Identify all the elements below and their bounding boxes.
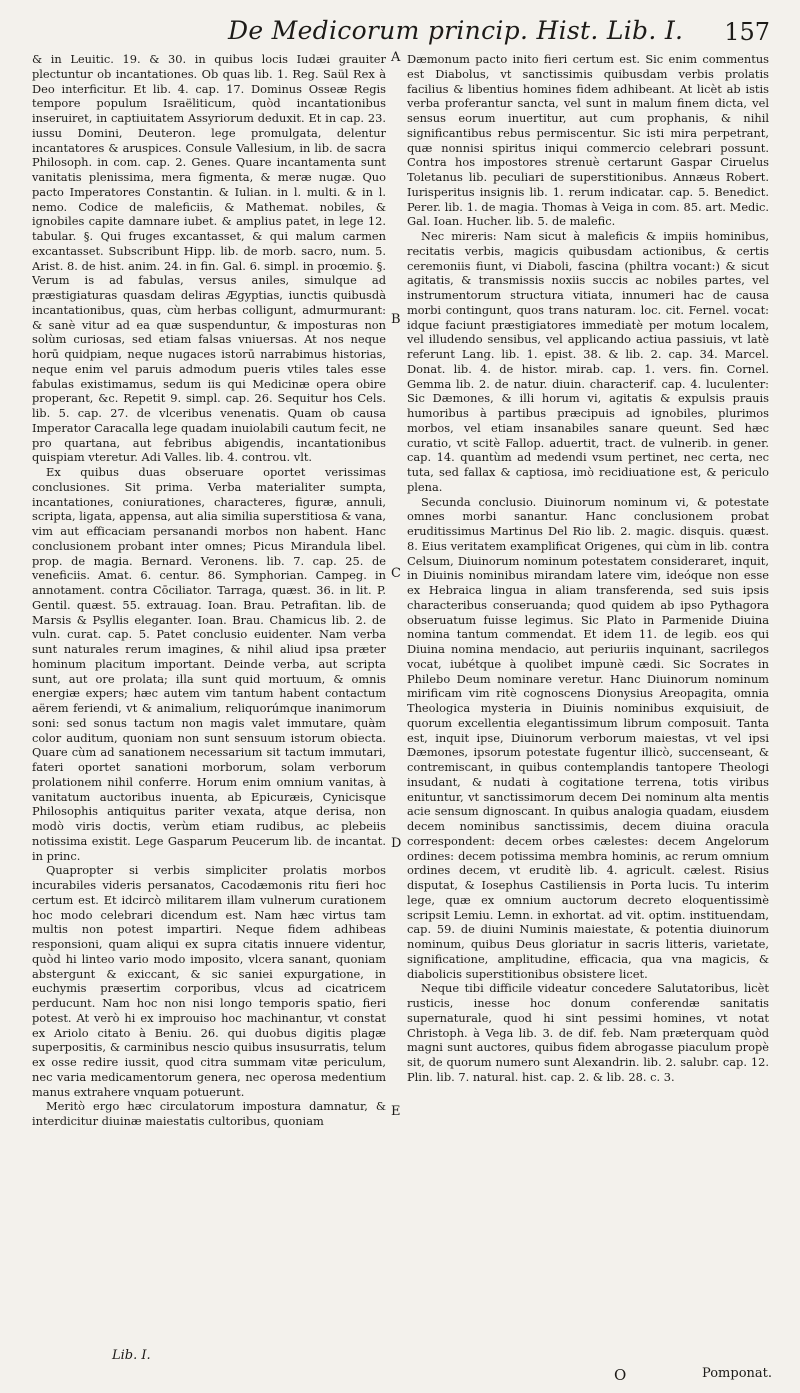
page-footer <box>0 1348 800 1392</box>
left-column <box>32 52 386 1364</box>
paragraph: Ex quibus duas obseruare oportet verissimas conclusiones. Sit prima. Verba materialiter sumpta, incantationes, coniurationes, characteres, figuræ, annuli, scripta, ligata, appensa, aut alia similia superstitiosa & vana, vim aut efficaciam persanandi morbos non habent. Hanc conclusionem probant inter omnes; Picus Mirandula libel. prop. de magia. Bernard. Veronens. lib. 7. cap. 25. de veneficiis. Amat. 6. centur. 86. Symphorian. Campeg. in annotament. contra Cōciliator. Tarraga, quæst. 36. in lit. P. Gentil. quæst. 55. extrauag. Ioan. Brau. Petrafitan. lib. de Marsis & Psyllis eleganter. Ioan. Brau. Chamicus lib. 2. de vuln. curat. cap. 5. Patet conclusio euidenter. Nam verba sunt naturales rerum imagines, & nihil aliud ipsa præter hominum placitum important. Deinde verba, aut scripta sunt, aut ore prolata; illa sunt quid mortuum, & omnis energiæ expers; hæc autem vim tantum habent contactum aërem feriendi, vt & animalium, reliquorúmque inanimorum soni: sed sonus tactum non magis valet immutare, quàm color auditum, quoniam non sunt sensuum istorum obiecta. Quare cùm ad sanationem necessarium sit tactum immutari, fateri oportet sanationi morborum, solam verborum prolationem nihil conferre. Horum enim omnium vanitas, à vanitatum auctoribus inuenta, ab Epicuræis, Cynicisque Philosophis antiquitus pariter vexata, atque derisa, non modò viris doctis, verùm etiam rudibus, ac plebeiis notissima existit. Lege Gasparum Peucerum lib. de incantat. in princ. <box>32 465 386 863</box>
quire-mark: O <box>614 1366 627 1384</box>
page-number: 157 <box>724 18 770 46</box>
running-title: De Medicorum princip. Hist. Lib. I. <box>228 16 684 45</box>
running-header <box>0 16 800 54</box>
paragraph: Dæmonum pacto inito fieri certum est. Sic enim commentus est Diabolus, vt sanctissimis quibusdam verbis prolatis facilius & libentius homines fidem adhibeant. At licèt ab istis verba proferantur sancta, vel sunt in malum finem dicta, vel sensus eorum inuertitur, aut cum prophanis, & nihil significantibus rebus permiscentur. Sic isti mira perpetrant, quæ nonnisi spiritus iniqui commercio celebrari possunt. Contra hos impostores strenuè certarunt Gaspar Ciruelus Toletanus lib. peculiari de superstitionibus. Annæus Robert. Iurisperitus insignis lib. 1. rerum indicatar. cap. 5. Benedict. Perer. lib. 1. de magia. Thomas à Veiga in com. 85. art. Medic. Gal. Ioan. Hucher. lib. 5. de malefic. <box>407 52 769 229</box>
margin-letter-e: E <box>391 1104 401 1119</box>
margin-letter-b: B <box>391 312 401 327</box>
catchword: Pomponat. <box>702 1366 773 1381</box>
paragraph: Quapropter si verbis simpliciter prolatis morbos incurabiles videris persanatos, Cacodæmonis ritu fieri hoc certum est. Et idcircò militarem illam vulnerum curationem hoc modo celebrari dicendum est. Nam hæc virtus tam multis non potest impartiri. Neque fidem adhibeas responsioni, quam aliqui ex supra citatis innuere videntur, quòd hi linteo vario modo imposito, vlcera sanant, quoniam abstergunt & exiccant, & sic saniei expurgatione, in euchymis præsertim corporibus, vlcus ad cicatricem perducunt. Nam hoc non nisi longo temporis spatio, fieri potest. At verò hi ex improuiso hoc machinantur, vt constat ex Ariolo citato à Beniu. 26. qui duobus digitis plagæ superpositis, & carminibus nescio quibus insusurratis, telum ex osse redire iussit, quod citra summam vitæ periculum, nec varia medicamentorum genera, nec operosa medentium manus extrahere vnquam potuerunt. <box>32 863 386 1099</box>
book-signature: Lib. I. <box>112 1348 151 1363</box>
margin-letter-d: D <box>391 836 402 851</box>
paragraph: Meritò ergo hæc circulatorum impostura damnatur, & interdicitur diuinæ maiestatis cultoribus, quoniam <box>32 1099 386 1128</box>
paragraph: & in Leuitic. 19. & 30. in quibus locis Iudæi grauiter plectuntur ob incantationes. Ob quas lib. 1. Reg. Saül Rex à Deo interficitur. Et lib. 4. cap. 17. Dominus Osseæ Regis tempore populum Israëliticum, quòd incantationibus inseruiret, in captiuitatem Assyriorum deduxit. Et in cap. 23. iussu Domini, Deuteron. lege promulgata, delentur incantatores & aruspices. Consule Vallesium, in lib. de sacra Philosoph. in com. cap. 2. Genes. Quare incantamenta sunt vanitatis plenissima, mera figmenta, & meræ nugæ. Quo pacto Imperatores Constantin. & Iulian. in l. multi. & in l. nemo. Codice de maleficiis, & Mathemat. nobiles, & ignobiles capite damnare iubet. & amplius patet, in lege 12. tabular. §. Qui fruges excantasset, & qui malum carmen excantasset. Subscribunt Hipp. lib. de morb. sacro, num. 5. Arist. 8. de hist. anim. 24. in fin. Gal. 6. simpl. in proœmio. §. Verum is ad fabulas, versus aniles, simulque ad præstigiaturas quasdam deliras Ægyptias, iunctis quibusdà incantationibus, quas, cùm herbas colligunt, admurmurant: & sanè vitur ad ea quæ suspenduntur, & imposturas non solùm curiosas, sed etiam falsas vniuersas. At nos neque horū quidpiam, neque nugaces istorū narrabimus historias, neque enim vel paruis admodum pueris vtiles tales esse fabulas existimamus, sedum iis qui Medicinæ opera obire properant, &c. Repetit 9. simpl. cap. 26. Sequitur hos Cels. lib. 5. cap. 27. de vlceribus venenatis. Quam ob causa Imperator Caracalla lege quadam inuiolabili cautum fecit, ne pro quartana, aut febribus abigendis, incantationibus quispiam vteretur. Adi Valles. lib. 4. controu. vlt. <box>32 52 386 465</box>
right-column <box>407 52 769 1364</box>
margin-letter-a: A <box>391 50 401 65</box>
margin-letter-c: C <box>391 566 401 581</box>
paragraph: Nec mireris: Nam sicut à maleficis & impiis hominibus, recitatis verbis, magicis quibusdam actionibus, & certis ceremoniis fiunt, vi Diaboli, fascina (philtra vocant:) & sicut agitatis, & transmissis noxiis succis ac nobiles partes, vel instrumentorum structura vitiata, innumeri hac de causa morbi contingunt, quos trans naturam. loc. cit. Fernel. vocat: idque faciunt præstigiatores immediatè per motum localem, vel illudendo sensibus, vel applicando actiua passiuis, vt latè referunt Lang. lib. 1. epist. 38. & lib. 2. cap. 34. Marcel. Donat. lib. 4. de histor. mirab. cap. 1. vers. fin. Cornel. Gemma lib. 2. de natur. diuin. characterif. cap. 4. luculenter: Sic Dæmones, & illi horum vi, agitatis & expulsis prauis humoribus à partibus præcipuis ad ignobiles, plurimos morbos, vel etiam insanabiles sanare queunt. Sed hæc curatio, vt scitè Fallop. aduertit, tract. de vulnerib. in gener. cap. 14. quantùm ad medendi vsum pertinet, nec certa, nec tuta, sed fallax & captiosa, imò recidiuatione est, & periculo plena. <box>407 229 769 494</box>
paragraph: Secunda conclusio. Diuinorum nominum vi, & potestate omnes morbi sanantur. Hanc conclusionem probat eruditissimus Martinus Del Rio lib. 2. magic. disquis. quæst. 8. Eius veritatem examplificat Origenes, qui cùm in lib. contra Celsum, Diuinorum nominum potestatem consideraret, inquit, in Diuinis nominibus mirandam latere vim, ideóque non esse ex Hebraica lingua in aliam transferenda, sed suis ipsis characteribus conseruanda; quod quidem ab ipso Pythagora obseruatum fuisse legimus. Sic Plato in Parmenide Diuina nomina tantum commendat. Et idem 11. de legib. eos qui Diuina nomina mendacio, aut periuriis inquinant, sacrilegos vocat, iubétque à quolibet impunè cædi. Sic Socrates in Philebo Deum nominare veretur. Hanc Diuinorum nominum mirificam vim ritè cognoscens Dionysius Areopagita, omnia Theologica mysteria in Diuinis nominibus exquisiuit, de quorum excellentia elegantissimum librum composuit. Tanta est, inquit ipse, Diuinorum verborum maiestas, vt vel ipsi Dæmones, ipsorum potestate fugentur illicò, succenseant, & contremiscant, in quibus contemplandis tantopere Theologi insudant, & nudati à cogitatione terrena, totis viribus enituntur, vt sanctissimorum decem Dei nominum alta mentis acie sensum dignoscant. In quibus analogia quadam, eiusdem decem nominibus sanctissimis, decem diuina oracula correspondent: decem orbes cælestes: decem Angelorum ordines: decem potissima membra hominis, ac rerum omnium ordines decem, vt eruditè lib. 4. agricult. cælest. Risius disputat, & Iosephus Castiliensis in Porta lucis. Tu interim lege, quæ ex omnium auctorum decreto eloquentissimè scripsit Lemiu. Lemn. in exhortat. ad vit. optim. instituendam, cap. 59. de diuini Numinis maiestate, & potentia diuinorum nominum, quibus Deus gloriatur in sacris litteris, varietate, significatione, amplitudine, efficacia, qua vna magicis, & diabolicis superstitionibus obsistere licet. <box>407 494 769 981</box>
paragraph: Neque tibi difficile videatur concedere Salutatoribus, licèt rusticis, inesse hoc donum conferendæ sanitatis supernaturale, quod hi sint pessimi homines, vt notat Christoph. à Vega lib. 3. de dif. feb. Nam præterquam quòd magni sunt auctores, quibus fidem abrogasse piaculum propè sit, de quorum numero sunt Alexandrin. lib. 2. salubr. cap. 12. Plin. lib. 7. natural. hist. cap. 2. & lib. 28. c. 3. <box>407 981 769 1084</box>
